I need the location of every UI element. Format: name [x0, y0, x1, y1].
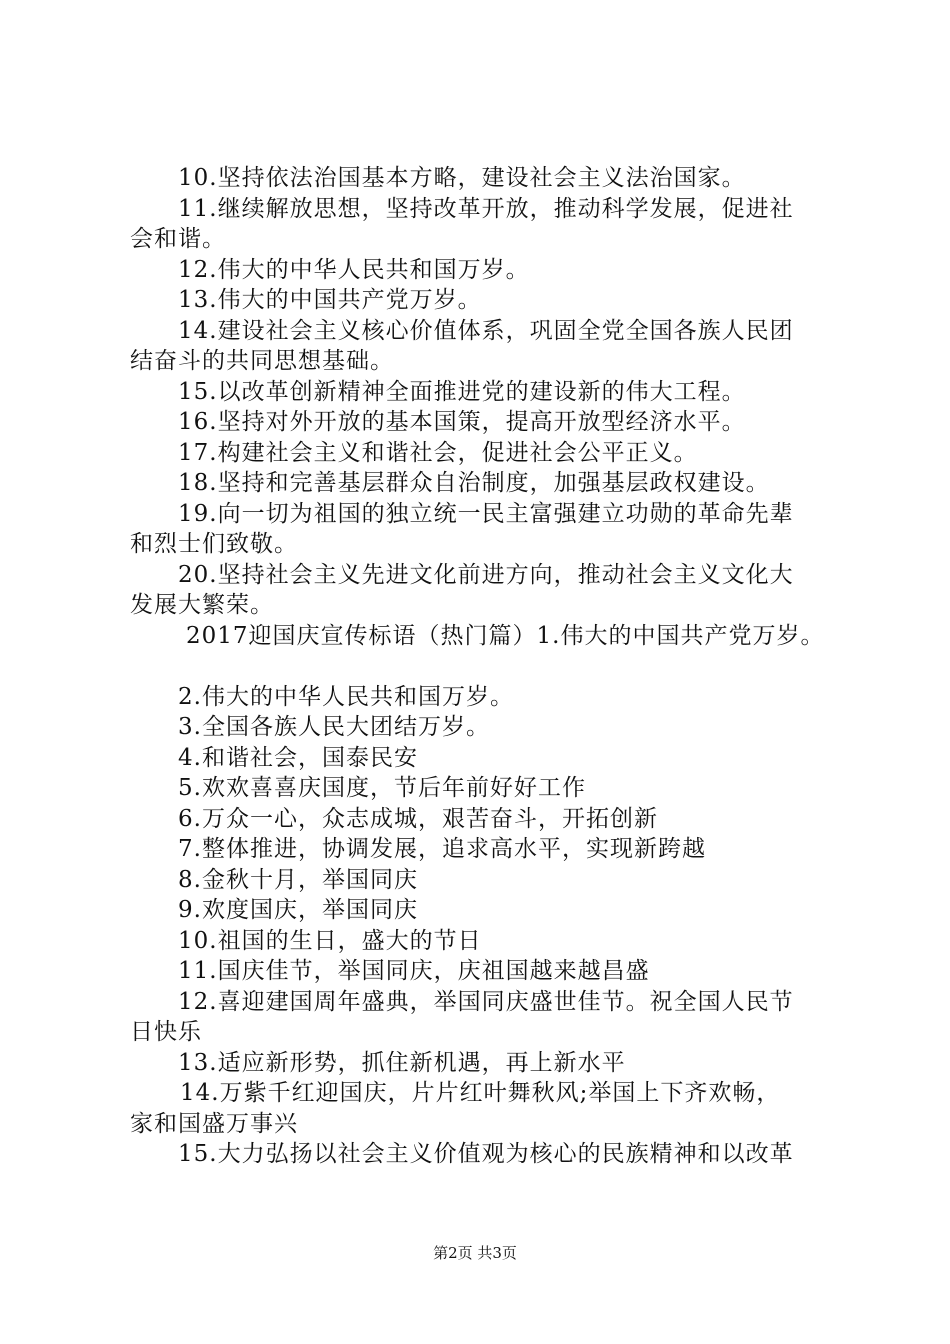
text-line: 家和国盛万事兴: [130, 1110, 298, 1137]
blank-line: [130, 651, 836, 682]
text-line: 15.以改革创新精神全面推进党的建设新的伟大工程。: [178, 378, 746, 405]
text-line: 5.欢欢喜喜庆国度，节后年前好好工作: [178, 775, 586, 801]
text-line: 4.和谐社会，国泰民安: [178, 744, 418, 771]
text-line: 8.金秋十月，举国同庆: [178, 866, 418, 893]
text-line: 11.继续解放思想，坚持改革开放，推动科学发展，促进社: [178, 195, 794, 222]
text-line: 日快乐: [130, 1019, 202, 1045]
text-line: 10.祖国的生日，盛大的节日: [178, 927, 482, 954]
text-line: 13.伟大的中国共产党万岁。: [178, 287, 482, 313]
section-heading-line: 2017迎国庆宣传标语（热门篇）1.伟大的中国共产党万岁。: [186, 622, 825, 649]
text-line: 10.坚持依法治国基本方略，建设社会主义法治国家。: [178, 165, 746, 191]
page-footer: 第2页 共3页: [433, 1244, 517, 1262]
text-line: 16.坚持对外开放的基本国策，提高开放型经济水平。: [178, 409, 746, 435]
text-line: 9.欢度国庆，举国同庆: [178, 897, 418, 923]
text-line: 11.国庆佳节，举国同庆，庆祖国越来越昌盛: [178, 958, 650, 984]
text-line: 18.坚持和完善基层群众自治制度，加强基层政权建设。: [178, 470, 770, 496]
text-line: 14.万紫千红迎国庆，片片红叶舞秋风;举国上下齐欢畅，: [180, 1080, 781, 1106]
text-line: 13.适应新形势，抓住新机遇，再上新水平: [178, 1049, 626, 1076]
text-line: 12.喜迎建国周年盛典，举国同庆盛世佳节。祝全国人民节: [178, 988, 794, 1015]
text-line: 和烈士们致敬。: [130, 531, 298, 557]
text-line: 2.伟大的中华人民共和国万岁。: [178, 683, 514, 710]
text-line: 19.向一切为祖国的独立统一民主富强建立功勋的革命先辈: [178, 500, 794, 527]
text-line: 3.全国各族人民大团结万岁。: [178, 714, 490, 740]
text-line: 会和谐。: [130, 226, 226, 252]
text-line: 7.整体推进，协调发展，追求高水平，实现新跨越: [178, 836, 706, 862]
text-line: 6.万众一心，众志成城，艰苦奋斗，开拓创新: [178, 805, 658, 832]
text-line: 20.坚持社会主义先进文化前进方向，推动社会主义文化大: [178, 561, 794, 588]
document-body: [130, 163, 836, 1170]
text-line: 15.大力弘扬以社会主义价值观为核心的民族精神和以改革: [178, 1141, 794, 1167]
text-line: 结奋斗的共同思想基础。: [130, 348, 394, 374]
text-line: 发展大繁荣。: [130, 592, 274, 618]
text-line: 14.建设社会主义核心价值体系，巩固全党全国各族人民团: [178, 317, 794, 344]
text-line: 12.伟大的中华人民共和国万岁。: [178, 256, 530, 283]
text-line: 17.构建社会主义和谐社会，促进社会公平正义。: [178, 439, 698, 466]
